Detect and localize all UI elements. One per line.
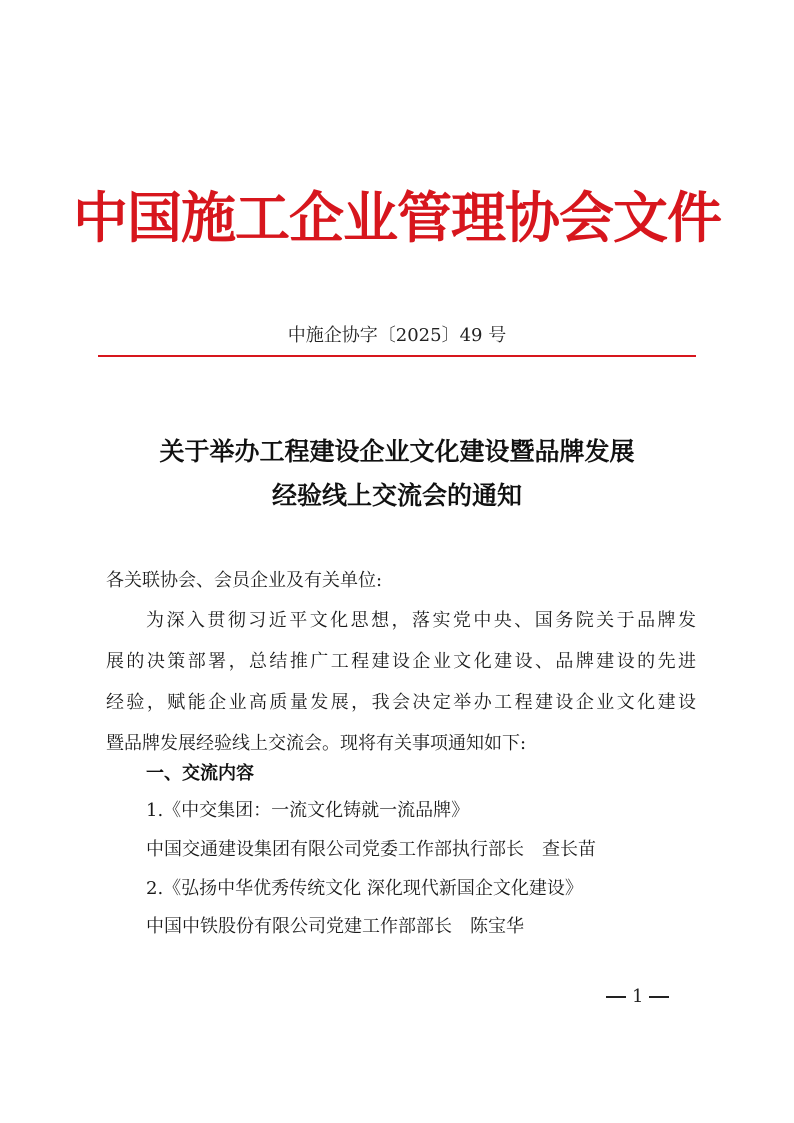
page-dash-right <box>649 996 669 998</box>
header-red-divider <box>98 355 696 357</box>
body-line: 经验，赋能企业高质量发展，我会决定举办工程建设企业文化建设 <box>106 692 696 713</box>
salutation: 各关联协会、会员企业及有关单位: <box>106 570 383 591</box>
item-speaker: 中国中铁股份有限公司党建工作部部长 陈宝华 <box>146 916 524 937</box>
body-line: 暨品牌发展经验线上交流会。现将有关事项通知如下: <box>106 733 527 754</box>
notice-title-line-2: 经验线上交流会的通知 <box>271 481 522 510</box>
body-line: 为深入贯彻习近平文化思想，落实党中央、国务院关于品牌发 <box>146 610 696 631</box>
item-title: 2.《弘扬中华优秀传统文化 深化现代新国企文化建设》 <box>146 878 583 899</box>
item-title: 1.《中交集团：一流文化铸就一流品牌》 <box>146 800 470 821</box>
page-number-value: 1 <box>632 986 644 1007</box>
section-heading: 一、交流内容 <box>146 763 254 784</box>
page-dash-left <box>606 996 626 998</box>
body-paragraph <box>106 600 696 764</box>
body-line: 展的决策部署，总结推广工程建设企业文化建设、品牌建设的先进 <box>106 651 696 672</box>
notice-title-line-1: 关于举办工程建设企业文化建设暨品牌发展 <box>159 437 635 466</box>
document-header-title: 中国施工企业管理协会文件 <box>72 185 721 250</box>
item-speaker: 中国交通建设集团有限公司党委工作部执行部长 查长苗 <box>146 839 596 860</box>
page-number <box>600 985 675 1009</box>
document-number: 中施企协字〔2025〕49 号 <box>287 325 507 346</box>
